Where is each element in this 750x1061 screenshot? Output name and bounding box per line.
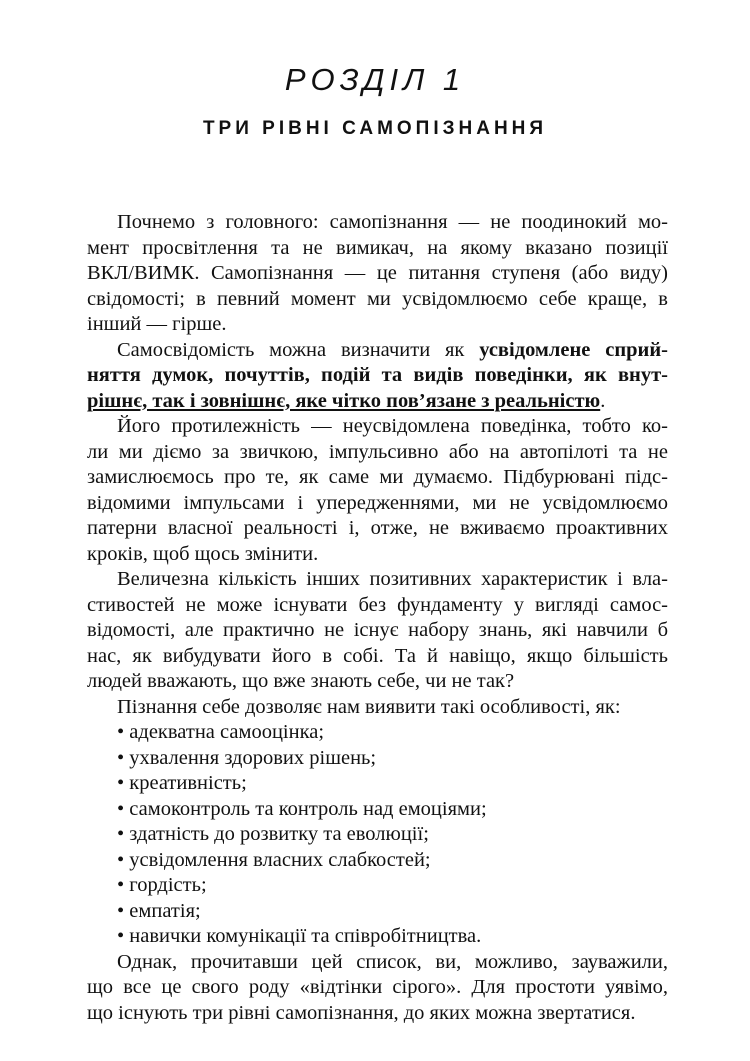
text-line: інший — гірше. <box>87 313 227 335</box>
chapter-title: ТРИ РІВНІ САМОПІЗНАННЯ <box>202 118 548 139</box>
bullet-list <box>87 720 668 950</box>
text-line: Однак, прочитавши цей список, ви, можливо, зауважили, <box>117 950 668 973</box>
text-line: людей вважають, що вже знають себе, чи не так? <box>87 670 515 692</box>
chapter-body <box>87 210 668 1026</box>
text-line: замислюємось про те, як саме ми думаємо. Підбурювані підс- <box>87 466 668 488</box>
list-item: • навички комунікації та співробітництва. <box>117 925 482 947</box>
text-line: Величезна кількість інших позитивних характеристик і вла- <box>117 568 668 590</box>
definition-bold: усвідомлене сприй- <box>479 338 668 361</box>
text-line <box>87 389 668 415</box>
text-line: свідомості; в певний момент ми усвідомлюємо себе краще, в <box>87 287 668 310</box>
text-line: що існують три рівні самопізнання, до яких можна звертатися. <box>87 1001 636 1024</box>
list-item: • креативність; <box>117 772 247 794</box>
list-intro: Пізнання себе дозволяє нам виявити такі особливості, як: <box>117 695 621 718</box>
paragraph-5 <box>87 950 668 1027</box>
chapter-heading: РОЗДІЛ 1 <box>284 62 466 97</box>
text-line <box>87 363 668 389</box>
text-line: стивостей не може існувати без фундаменту у вигляді самос- <box>87 593 668 616</box>
paragraph-2 <box>87 338 668 415</box>
text-line: нас, як вибудувати його в собі. Та й навіщо, якщо більшість <box>87 644 668 667</box>
text-line <box>87 338 668 364</box>
paragraph-3 <box>87 414 668 567</box>
paragraph-4 <box>87 567 668 695</box>
text-line: Його протилежність — неусвідомлена поведінка, тобто ко- <box>117 415 668 437</box>
text-line: відомості, але практично не існує набору знань, які навчили б <box>87 619 668 641</box>
text-line: кроків, щоб щось змінити. <box>87 542 319 565</box>
list-item: • гордість; <box>117 874 207 896</box>
text-line: ли ми діємо за звичкою, імпульсивно або на автопілоті та не <box>87 440 668 463</box>
text-line: мент просвітлення та не вимикач, на якому вказано позиції <box>87 236 668 259</box>
list-item: • адекватна самооцінка; <box>117 721 325 743</box>
text-line: Почнемо з головного: самопізнання — не поодинокий мо- <box>117 211 668 233</box>
list-item: • ухвалення здорових рішень; <box>117 746 377 769</box>
list-item: • здатність до розвитку та еволюції; <box>117 823 429 845</box>
text-plain: . <box>600 389 606 412</box>
definition-bold: рішнє, так і зовнішнє, яке чітко пов’язане з реальністю <box>87 389 601 412</box>
paragraph-1 <box>87 210 668 338</box>
text-line: ВКЛ/ВИМК. Самопізнання — це питання ступеня (або виду) <box>87 262 668 284</box>
list-item: • усвідомлення власних слабкостей; <box>117 848 431 871</box>
text-line: відомими імпульсами і упередженнями, ми не усвідомлюємо <box>87 491 668 514</box>
text-line: що все це свого роду «відтінки сірого». Для простоти уявімо, <box>87 976 668 998</box>
text-plain: Самосвідомість можна визначити як <box>117 338 480 361</box>
list-item: • самоконтроль та контроль над емоціями; <box>117 797 487 820</box>
definition-bold: няття думок, почуттів, подій та видів поведінки, як внут- <box>87 364 668 386</box>
text-line: патерни власної реальності і, отже, не вживаємо проактивних <box>87 517 668 539</box>
list-item: • емпатія; <box>117 899 201 922</box>
